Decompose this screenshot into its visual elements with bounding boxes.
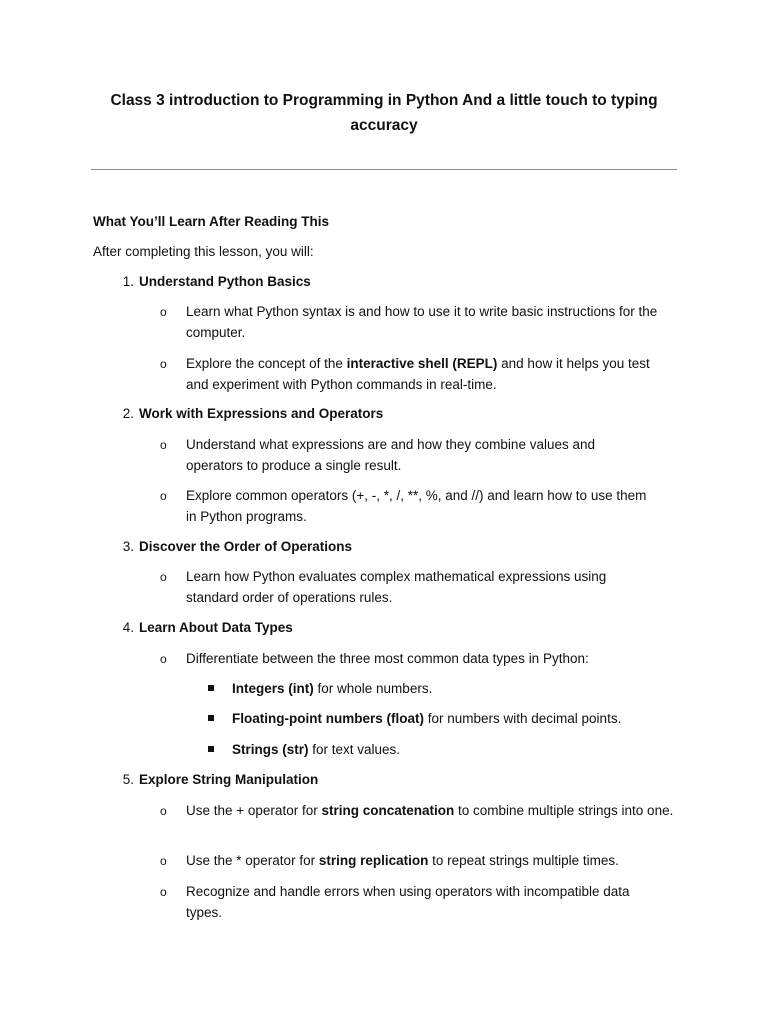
list-item-text [232,678,432,699]
list-item-text [186,353,676,395]
circle-bullet-marker: o [160,804,167,818]
circle-bullet-marker: o [160,570,167,584]
circle-bullet-marker: o [160,305,167,319]
section-heading: What You’ll Learn After Reading This [93,214,330,229]
bold-term: interactive shell (REPL) [346,356,498,371]
list-item-text [232,739,400,760]
text-run: Explore the concept of the [186,356,347,371]
text-run: for numbers with decimal points. [423,711,622,726]
text-run: for text values. [308,742,401,757]
square-bullet-marker [208,746,214,752]
item-number: 1. [122,274,134,289]
list-item-text [232,708,621,729]
circle-bullet-marker: o [160,652,167,666]
list-item-text: Recognize and handle errors when using operators with incompatible data types. [186,884,630,920]
item-title: Work with Expressions and Operators [139,406,384,421]
bold-term: string concatenation [321,803,455,818]
item-title: Learn About Data Types [139,620,293,635]
horizontal-rule [91,169,677,170]
list-item-text: Learn how Python evaluates complex mathematical expressions using standard order of operations rules. [186,569,607,605]
circle-bullet-marker: o [160,438,167,452]
square-bullet-marker [208,685,214,691]
text-run: to combine multiple strings into one. [454,803,674,818]
list-item-text [186,850,676,871]
list-item-text: Explore common operators (+, -, *, /, **, %, and //) and learn how to use them in Python programs. [186,488,647,524]
list-item-text: Differentiate between the three most common data types in Python: [186,651,589,666]
document-title: Class 3 introduction to Programming in Python And a little touch to typing accuracy [110,92,658,134]
circle-bullet-marker: o [160,854,167,868]
circle-bullet-marker: o [160,885,167,899]
bold-term: string replication [318,853,429,868]
circle-bullet-marker: o [160,357,167,371]
bold-term: Integers (int) [232,681,314,696]
intro-text: After completing this lesson, you will: [93,244,314,259]
list-item-text: Learn what Python syntax is and how to use it to write basic instructions for the computer. [186,304,658,340]
list-item-text [186,800,676,821]
circle-bullet-marker: o [160,489,167,503]
item-number: 2. [122,406,134,421]
item-number: 5. [122,772,134,787]
square-bullet-marker [208,715,214,721]
item-number: 3. [122,539,134,554]
text-run: Use the * operator for [186,853,319,868]
text-run: for whole numbers. [313,681,433,696]
bold-term: Strings (str) [232,742,309,757]
text-run: and how it helps you test and experiment with Python commands in real-time. [186,356,650,392]
item-title: Understand Python Basics [139,274,311,289]
bold-term: Floating-point numbers (float) [232,711,424,726]
item-number: 4. [122,620,134,635]
item-title: Discover the Order of Operations [139,539,353,554]
text-run: Use the + operator for [186,803,322,818]
list-item-text: Understand what expressions are and how they combine values and operators to produce a single result. [186,437,595,473]
text-run: to repeat strings multiple times. [428,853,619,868]
item-title: Explore String Manipulation [139,772,319,787]
